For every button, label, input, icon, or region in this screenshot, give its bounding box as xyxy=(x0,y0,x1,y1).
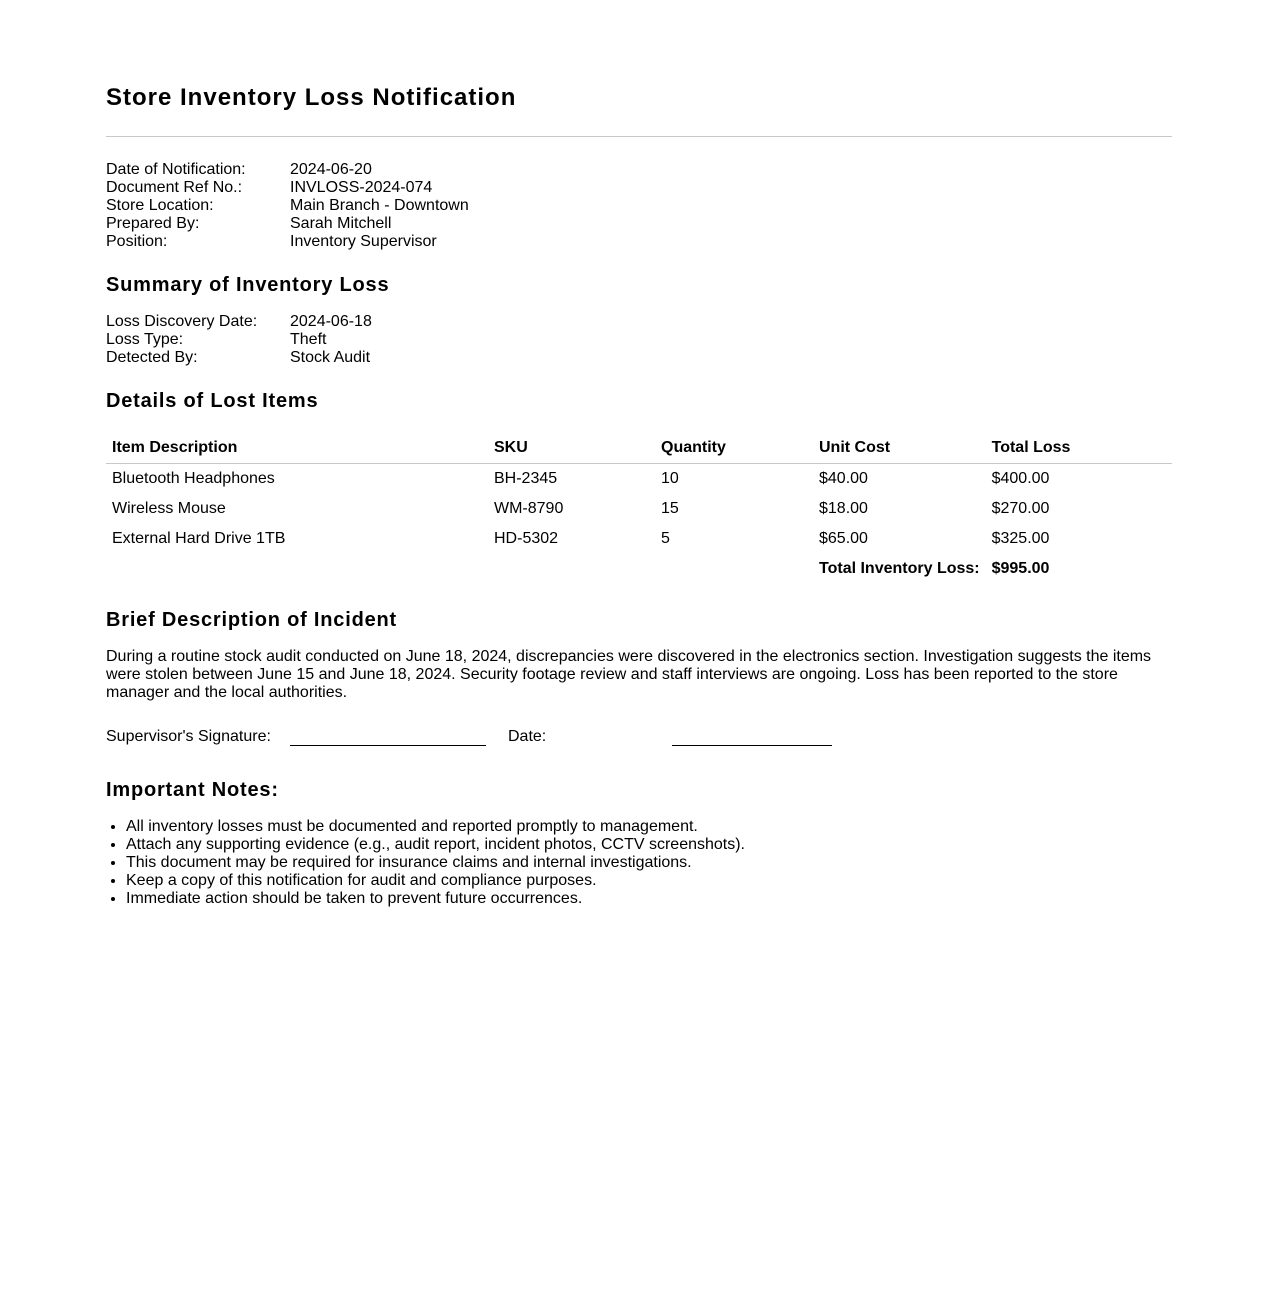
field-value: Sarah Mitchell xyxy=(290,215,392,232)
field-loss-discovery-date xyxy=(106,313,1172,331)
supervisor-signature-label: Supervisor's Signature: xyxy=(106,728,271,745)
empty-cell xyxy=(655,554,813,584)
list-item: • All inventory losses must be documented and reported promptly to management. xyxy=(126,818,1172,836)
notes-list xyxy=(106,818,1172,908)
field-detected-by xyxy=(106,349,1172,367)
column-header-total-loss: Total Loss xyxy=(986,433,1172,464)
field-value: Main Branch - Downtown xyxy=(290,197,469,214)
field-value: 2024-06-18 xyxy=(290,313,372,330)
table-header-row xyxy=(106,433,1172,464)
column-header-item-description: Item Description xyxy=(106,433,488,464)
field-value: Theft xyxy=(290,331,327,348)
empty-cell xyxy=(106,554,488,584)
signature-date-label: Date: xyxy=(508,728,547,745)
cell-quantity: 15 xyxy=(661,500,679,517)
cell-item-description: Wireless Mouse xyxy=(112,500,226,517)
field-label: Store Location: xyxy=(106,197,214,214)
title-divider xyxy=(106,136,1172,137)
summary-heading: Summary of Inventory Loss xyxy=(106,274,390,296)
field-label: Document Ref No.: xyxy=(106,179,243,196)
field-loss-type xyxy=(106,331,1172,349)
column-header-unit-cost: Unit Cost xyxy=(813,433,986,464)
cell-item-description: Bluetooth Headphones xyxy=(112,470,275,487)
total-row xyxy=(106,554,1172,584)
total-inventory-loss-value: $995.00 xyxy=(991,560,1050,577)
cell-total-loss: $270.00 xyxy=(991,500,1050,517)
field-prepared-by xyxy=(106,215,1172,233)
list-item: • Immediate action should be taken to prevent future occurrences. xyxy=(126,890,1172,908)
total-inventory-loss-label: Total Inventory Loss: xyxy=(819,560,980,577)
document-title: Store Inventory Loss Notification xyxy=(106,84,517,111)
field-value: Stock Audit xyxy=(290,349,371,366)
table-row xyxy=(106,524,1172,554)
cell-sku: WM-8790 xyxy=(494,500,564,517)
signature-row xyxy=(106,726,1172,746)
items-heading: Details of Lost Items xyxy=(106,390,319,412)
cell-unit-cost: $65.00 xyxy=(819,530,868,547)
column-header-quantity: Quantity xyxy=(655,433,813,464)
field-label: Date of Notification: xyxy=(106,161,246,178)
field-label: Loss Type: xyxy=(106,331,184,348)
header-fields xyxy=(106,161,1172,251)
field-value: INVLOSS-2024-074 xyxy=(290,179,433,196)
cell-sku: HD-5302 xyxy=(494,530,559,547)
field-date-of-notification xyxy=(106,161,1172,179)
field-position xyxy=(106,233,1172,251)
list-item: • Attach any supporting evidence (e.g., audit report, incident photos, CCTV screenshots). xyxy=(126,836,1172,854)
cell-total-loss: $400.00 xyxy=(991,470,1050,487)
cell-quantity: 10 xyxy=(661,470,679,487)
cell-total-loss: $325.00 xyxy=(991,530,1050,547)
field-label: Detected By: xyxy=(106,349,198,366)
incident-heading: Brief Description of Incident xyxy=(106,609,398,631)
supervisor-signature-line[interactable] xyxy=(290,728,486,746)
cell-item-description: External Hard Drive 1TB xyxy=(112,530,286,547)
field-label: Position: xyxy=(106,233,168,250)
cell-sku: BH-2345 xyxy=(494,470,558,487)
field-value: Inventory Supervisor xyxy=(290,233,437,250)
column-header-sku: SKU xyxy=(488,433,655,464)
list-item: • This document may be required for insurance claims and internal investigations. xyxy=(126,854,1172,872)
cell-unit-cost: $40.00 xyxy=(819,470,868,487)
field-label: Prepared By: xyxy=(106,215,200,232)
signature-date-line[interactable] xyxy=(672,728,832,746)
lost-items-table xyxy=(106,433,1172,584)
table-row xyxy=(106,464,1172,495)
document-page xyxy=(106,0,1172,908)
incident-description: During a routine stock audit conducted on June 18, 2024, discrepancies were discovered in the electronics section. Investigation suggests the items were stolen between June 15 and June 18, 2024. Security footage review and staff interviews are ongoing. Loss has been reported to the store manager and the local authorities. xyxy=(106,648,1152,701)
list-item: • Keep a copy of this notification for audit and compliance purposes. xyxy=(126,872,1172,890)
cell-unit-cost: $18.00 xyxy=(819,500,868,517)
field-value: 2024-06-20 xyxy=(290,161,372,178)
table-row xyxy=(106,494,1172,524)
field-label: Loss Discovery Date: xyxy=(106,313,258,330)
empty-cell xyxy=(488,554,655,584)
cell-quantity: 5 xyxy=(661,530,670,547)
field-store-location xyxy=(106,197,1172,215)
notes-heading: Important Notes: xyxy=(106,779,279,801)
field-document-ref xyxy=(106,179,1172,197)
summary-fields xyxy=(106,313,1172,367)
